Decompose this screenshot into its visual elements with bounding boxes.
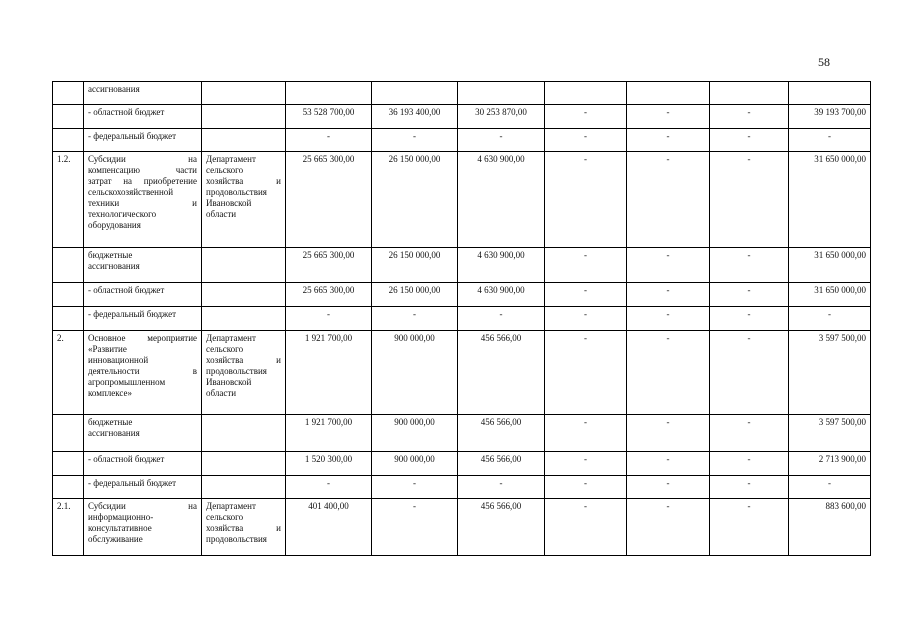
amount-cell — [789, 82, 871, 105]
amount-cell: - — [627, 476, 710, 499]
amount-cell: 30 253 870,00 — [458, 105, 545, 129]
executor-cell — [202, 331, 286, 415]
amount-cell: 1 520 300,00 — [286, 452, 372, 476]
executor-line: Департамент — [206, 154, 256, 164]
amount-cell: - — [545, 415, 627, 452]
amount-cell: 31 650 000,00 — [789, 152, 871, 248]
row-number-cell: 2.1. — [53, 499, 84, 556]
amount-cell: - — [789, 307, 871, 331]
table-row — [53, 152, 871, 248]
amount-cell: 39 193 700,00 — [789, 105, 871, 129]
activity-name-line: инновационной — [88, 355, 149, 365]
amount-cell: 900 000,00 — [372, 452, 458, 476]
executor-cell — [202, 307, 286, 331]
amount-cell: 25 665 300,00 — [286, 248, 372, 283]
table-row — [53, 452, 871, 476]
amount-cell: - — [710, 452, 789, 476]
table-row — [53, 415, 871, 452]
row-number-cell — [53, 129, 84, 152]
executor-cell — [202, 499, 286, 556]
page-number: 58 — [818, 55, 830, 69]
amount-cell: 456 566,00 — [458, 415, 545, 452]
amount-cell — [372, 82, 458, 105]
amount-cell: 26 150 000,00 — [372, 248, 458, 283]
activity-name-cell: - областной бюджет — [84, 105, 202, 129]
executor-line: сельского — [206, 512, 244, 522]
executor-cell — [202, 415, 286, 452]
amount-cell: - — [458, 129, 545, 152]
executor-line: хозяйства и — [206, 355, 281, 365]
amount-cell: - — [627, 283, 710, 307]
amount-cell: - — [545, 129, 627, 152]
amount-cell — [710, 82, 789, 105]
executor-cell — [202, 82, 286, 105]
amount-cell: 4 630 900,00 — [458, 248, 545, 283]
activity-name-line: Основное мероприятие — [88, 333, 197, 343]
amount-cell: - — [286, 129, 372, 152]
activity-name-line: компенсацию части — [88, 165, 197, 175]
activity-name-cell: - областной бюджет — [84, 452, 202, 476]
amount-cell: 3 597 500,00 — [789, 415, 871, 452]
executor-line: области — [206, 209, 237, 219]
activity-name-line: деятельности в — [88, 366, 197, 376]
amount-cell: - — [710, 248, 789, 283]
row-number-cell — [53, 283, 84, 307]
amount-cell: - — [545, 452, 627, 476]
amount-cell: - — [627, 415, 710, 452]
amount-cell: 53 528 700,00 — [286, 105, 372, 129]
amount-cell: 456 566,00 — [458, 452, 545, 476]
executor-line: Департамент — [206, 501, 256, 511]
table-row — [53, 248, 871, 283]
amount-cell: - — [286, 307, 372, 331]
amount-cell: - — [545, 307, 627, 331]
table-row — [53, 82, 871, 105]
amount-cell: - — [789, 129, 871, 152]
activity-name-line: консультативное — [88, 523, 152, 533]
amount-cell: - — [627, 248, 710, 283]
row-number-cell: 1.2. — [53, 152, 84, 248]
executor-cell — [202, 283, 286, 307]
table-row — [53, 307, 871, 331]
activity-name-line: ассигнования — [88, 428, 140, 438]
executor-line: сельского — [206, 344, 244, 354]
activity-name-line: сельскохозяйственной — [88, 187, 174, 197]
activity-name-line: техники и — [88, 198, 197, 208]
amount-cell: 25 665 300,00 — [286, 283, 372, 307]
activity-name-cell: - федеральный бюджет — [84, 307, 202, 331]
activity-name-cell: ассигнования — [84, 82, 202, 105]
amount-cell: - — [710, 283, 789, 307]
amount-cell: - — [545, 283, 627, 307]
amount-cell: - — [627, 499, 710, 556]
activity-name-cell — [84, 152, 202, 248]
executor-cell — [202, 476, 286, 499]
executor-line: продовольствия — [206, 366, 267, 376]
amount-cell: - — [710, 499, 789, 556]
amount-cell: - — [458, 307, 545, 331]
executor-cell — [202, 248, 286, 283]
amount-cell: - — [710, 476, 789, 499]
amount-cell: - — [710, 129, 789, 152]
amount-cell: - — [627, 452, 710, 476]
amount-cell: - — [627, 331, 710, 415]
executor-line: хозяйства и — [206, 523, 281, 533]
activity-name-line: информационно- — [88, 512, 154, 522]
amount-cell: - — [372, 307, 458, 331]
amount-cell: - — [627, 129, 710, 152]
amount-cell: - — [372, 129, 458, 152]
amount-cell: - — [545, 248, 627, 283]
amount-cell: - — [627, 152, 710, 248]
budget-table — [52, 81, 871, 556]
executor-cell — [202, 152, 286, 248]
executor-cell — [202, 105, 286, 129]
row-number-cell — [53, 415, 84, 452]
executor-line: Департамент — [206, 333, 256, 343]
row-number-cell: 2. — [53, 331, 84, 415]
amount-cell: 26 150 000,00 — [372, 152, 458, 248]
row-number-cell — [53, 105, 84, 129]
executor-cell — [202, 452, 286, 476]
row-number-cell — [53, 476, 84, 499]
amount-cell — [627, 82, 710, 105]
amount-cell: 4 630 900,00 — [458, 152, 545, 248]
row-number-cell — [53, 452, 84, 476]
amount-cell: - — [789, 476, 871, 499]
amount-cell: 900 000,00 — [372, 331, 458, 415]
executor-line: продовольствия — [206, 534, 267, 544]
activity-name-line: комплексе» — [88, 388, 132, 398]
amount-cell: - — [710, 307, 789, 331]
amount-cell: - — [710, 152, 789, 248]
activity-name-cell — [84, 415, 202, 452]
executor-line: продовольствия — [206, 187, 267, 197]
activity-name-line: ассигнования — [88, 261, 140, 271]
amount-cell: - — [372, 499, 458, 556]
activity-name-line: технологического — [88, 209, 157, 219]
amount-cell: - — [545, 331, 627, 415]
amount-cell: 456 566,00 — [458, 331, 545, 415]
activity-name-line: затрат на приобретение — [88, 176, 197, 186]
amount-cell: - — [627, 307, 710, 331]
amount-cell: 1 921 700,00 — [286, 331, 372, 415]
table-row — [53, 331, 871, 415]
amount-cell: 883 600,00 — [789, 499, 871, 556]
amount-cell: 900 000,00 — [372, 415, 458, 452]
executor-line: Ивановской — [206, 198, 252, 208]
amount-cell: - — [710, 105, 789, 129]
table-row — [53, 105, 871, 129]
amount-cell: 456 566,00 — [458, 499, 545, 556]
amount-cell: - — [372, 476, 458, 499]
amount-cell: 2 713 900,00 — [789, 452, 871, 476]
activity-name-line: агропромышленном — [88, 377, 166, 387]
amount-cell — [286, 82, 372, 105]
amount-cell: 4 630 900,00 — [458, 283, 545, 307]
amount-cell: - — [545, 105, 627, 129]
activity-name-cell: - федеральный бюджет — [84, 129, 202, 152]
activity-name-line: бюджетные — [88, 250, 133, 260]
amount-cell — [458, 82, 545, 105]
table-row — [53, 499, 871, 556]
row-number-cell — [53, 82, 84, 105]
table-row — [53, 476, 871, 499]
amount-cell: - — [545, 476, 627, 499]
amount-cell: 31 650 000,00 — [789, 248, 871, 283]
activity-name-cell — [84, 331, 202, 415]
amount-cell: 1 921 700,00 — [286, 415, 372, 452]
amount-cell: - — [710, 415, 789, 452]
table-row — [53, 129, 871, 152]
activity-name-line: обслуживание — [88, 534, 143, 544]
amount-cell: 25 665 300,00 — [286, 152, 372, 248]
activity-name-line: оборудования — [88, 220, 141, 230]
executor-line: хозяйства и — [206, 176, 281, 186]
amount-cell: - — [545, 499, 627, 556]
activity-name-cell — [84, 499, 202, 556]
executor-line: Ивановской — [206, 377, 252, 387]
executor-line: области — [206, 388, 237, 398]
amount-cell: - — [458, 476, 545, 499]
amount-cell: 401 400,00 — [286, 499, 372, 556]
activity-name-cell: - федеральный бюджет — [84, 476, 202, 499]
table-row — [53, 283, 871, 307]
amount-cell: 3 597 500,00 — [789, 331, 871, 415]
activity-name-line: бюджетные — [88, 417, 133, 427]
amount-cell: 26 150 000,00 — [372, 283, 458, 307]
amount-cell — [545, 82, 627, 105]
row-number-cell — [53, 307, 84, 331]
amount-cell: - — [627, 105, 710, 129]
row-number-cell — [53, 248, 84, 283]
activity-name-line: Субсидии на — [88, 501, 197, 511]
activity-name-cell: - областной бюджет — [84, 283, 202, 307]
amount-cell: 31 650 000,00 — [789, 283, 871, 307]
amount-cell: 36 193 400,00 — [372, 105, 458, 129]
activity-name-line: Субсидии на — [88, 154, 197, 164]
activity-name-cell — [84, 248, 202, 283]
amount-cell: - — [286, 476, 372, 499]
amount-cell: - — [545, 152, 627, 248]
executor-line: сельского — [206, 165, 244, 175]
amount-cell: - — [710, 331, 789, 415]
executor-cell — [202, 129, 286, 152]
activity-name-line: «Развитие — [88, 344, 127, 354]
